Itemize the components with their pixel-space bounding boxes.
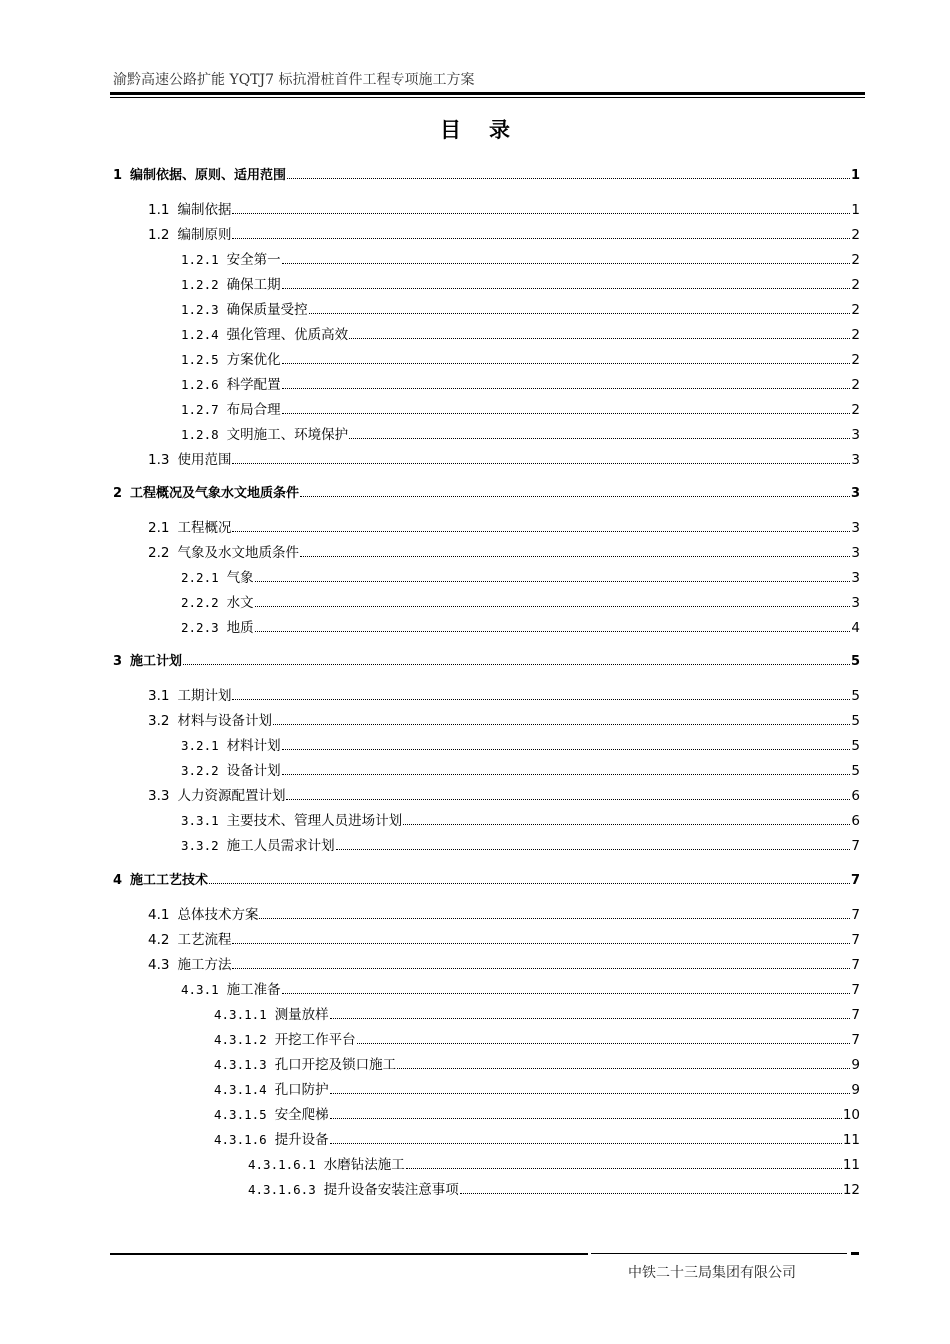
toc-entry-label (214, 1103, 329, 1123)
toc-entry-text: 孔口防护 (274, 1082, 329, 1098)
toc-entry-page: 9 (851, 1057, 860, 1073)
toc-leader-dots (255, 605, 851, 607)
toc-entry-label (181, 248, 281, 268)
toc-entry-text: 气象及水文地质条件 (177, 545, 299, 561)
toc-entry-text: 施工人员需求计划 (226, 838, 335, 854)
toc-entry-text: 编制依据 (177, 202, 232, 218)
toc-entry[interactable] (148, 686, 860, 704)
toc-entry-label (248, 1153, 405, 1173)
page-header: 渝黔高速公路扩能 YQTJ7 标抗滑桩首件工程专项施工方案 (113, 72, 475, 88)
toc-entry-text: 测量放样 (274, 1007, 329, 1023)
toc-entry-label (181, 298, 308, 318)
toc-leader-dots (349, 337, 850, 339)
toc-entry-page: 1 (850, 168, 860, 183)
toc-entry[interactable] (113, 483, 860, 501)
toc-leader-dots (460, 1192, 842, 1194)
toc-entry[interactable] (148, 905, 860, 923)
toc-entry-number: 1.2.4 (181, 327, 219, 342)
toc-leader-dots (282, 992, 851, 994)
toc-entry[interactable] (148, 711, 860, 729)
toc-entry[interactable] (181, 375, 860, 393)
toc-entry-number: 1.2.8 (181, 427, 219, 442)
toc-entry-page: 5 (851, 688, 860, 704)
toc-entry-label (113, 164, 286, 183)
toc-entry[interactable] (214, 1005, 860, 1023)
toc-entry-number: 2 (113, 486, 123, 501)
toc-entry-number: 3.2.1 (181, 738, 219, 753)
toc-entry-number: 3.3.1 (181, 813, 219, 828)
toc-entry-text: 方案优化 (226, 352, 281, 368)
toc-entry-label (113, 650, 182, 669)
toc-entry-text: 主要技术、管理人员进场计划 (226, 813, 403, 829)
toc-entry-number: 1 (113, 168, 123, 183)
toc-leader-dots (232, 942, 850, 944)
toc-entry-label (214, 1003, 329, 1023)
toc-leader-dots (287, 177, 850, 179)
toc-entry-number: 4.3.1.5 (214, 1107, 267, 1122)
toc-entry[interactable] (181, 736, 860, 754)
toc-entry[interactable] (181, 836, 860, 854)
toc-leader-dots (232, 237, 850, 239)
footer-rule-end (851, 1252, 859, 1255)
toc-entry[interactable] (181, 275, 860, 293)
toc-entry-text: 水文 (226, 595, 254, 611)
toc-entry-page: 5 (851, 713, 860, 729)
toc-entry-label (181, 323, 348, 343)
toc-entry-page: 3 (851, 452, 860, 468)
toc-entry-number: 4.3.1.3 (214, 1057, 267, 1072)
toc-entry[interactable] (214, 1105, 860, 1123)
toc-entry-text: 编制原则 (177, 227, 232, 243)
toc-entry-label (248, 1178, 459, 1198)
toc-entry-label (113, 869, 208, 888)
toc-entry-page: 10 (842, 1107, 860, 1123)
toc-entry[interactable] (113, 651, 860, 669)
toc-entry-page: 11 (842, 1157, 860, 1173)
toc-entry-text: 施工准备 (226, 982, 281, 998)
toc-leader-dots (232, 530, 850, 532)
toc-leader-dots (282, 748, 851, 750)
toc-entry-page: 3 (850, 486, 860, 501)
toc-entry[interactable] (214, 1080, 860, 1098)
toc-entry-page: 2 (851, 402, 860, 418)
toc-entry-number: 4.3.1.6.1 (248, 1157, 316, 1172)
toc-entry[interactable] (181, 980, 860, 998)
toc-leader-dots (330, 1092, 851, 1094)
toc-entry-text: 提升设备安装注意事项 (323, 1182, 459, 1198)
toc-entry[interactable] (181, 811, 860, 829)
toc-entry-label (181, 373, 281, 393)
toc-entry-number: 1.1 (148, 202, 170, 218)
toc-entry[interactable] (181, 400, 860, 418)
toc-entry-text: 材料与设备计划 (177, 713, 272, 729)
toc-leader-dots (232, 212, 850, 214)
toc-entry[interactable] (148, 955, 860, 973)
toc-entry-number: 2.2.2 (181, 595, 219, 610)
toc-entry-page: 3 (851, 427, 860, 443)
toc-entry-page: 2 (851, 277, 860, 293)
toc-entry-text: 工程概况及气象水文地质条件 (130, 486, 300, 501)
toc-entry-text: 确保质量受控 (226, 302, 308, 318)
toc-entry-number: 3.3 (148, 788, 170, 804)
toc-entry-page: 7 (851, 982, 860, 998)
toc-entry-label (181, 978, 281, 998)
toc-entry-page: 7 (850, 873, 860, 888)
toc-entry-text: 孔口开挖及锁口施工 (274, 1057, 397, 1073)
toc-entry-number: 4.3.1 (181, 982, 219, 997)
toc-entry-number: 4.3.1.6.3 (248, 1182, 316, 1197)
toc-leader-dots (282, 412, 851, 414)
toc-entry-page: 3 (851, 545, 860, 561)
toc-leader-dots (282, 262, 851, 264)
toc-entry[interactable] (148, 225, 860, 243)
toc-entry-number: 4.1 (148, 907, 170, 923)
toc-entry[interactable] (113, 870, 860, 888)
toc-leader-dots (403, 823, 850, 825)
toc-entry-page: 12 (842, 1182, 860, 1198)
toc-entry-label (181, 348, 281, 368)
toc-entry-number: 1.2.1 (181, 252, 219, 267)
toc-entry-page: 2 (851, 327, 860, 343)
toc-entry-label (148, 709, 272, 729)
toc-entry-page: 7 (851, 1007, 860, 1023)
toc-entry[interactable] (148, 786, 860, 804)
toc-entry-page: 3 (851, 570, 860, 586)
toc-entry-text: 气象 (226, 570, 254, 586)
toc-entry-text: 安全第一 (226, 252, 281, 268)
toc-leader-dots (397, 1067, 850, 1069)
toc-leader-dots (406, 1167, 842, 1169)
toc-leader-dots (330, 1017, 851, 1019)
toc-entry[interactable] (181, 568, 860, 586)
toc-entry-label (148, 953, 231, 973)
toc-entry-label (214, 1078, 329, 1098)
header-rule-thin (110, 97, 865, 98)
toc-entry[interactable] (181, 250, 860, 268)
toc-entry-number: 1.2 (148, 227, 170, 243)
toc-entry-number: 4.3.1.1 (214, 1007, 267, 1022)
toc-entry-text: 施工计划 (130, 654, 183, 669)
toc-entry-label (181, 759, 281, 779)
toc-entry-page: 7 (851, 957, 860, 973)
toc-entry[interactable] (113, 165, 860, 183)
toc-entry-label (181, 591, 254, 611)
toc-entry-page: 9 (851, 1082, 860, 1098)
toc-leader-dots (209, 882, 850, 884)
toc-entry[interactable] (181, 325, 860, 343)
toc-entry[interactable] (181, 593, 860, 611)
toc-entry-text: 水磨钻法施工 (323, 1157, 405, 1173)
toc-leader-dots (183, 663, 850, 665)
toc-entry-label (148, 928, 231, 948)
toc-entry-number: 4 (113, 873, 123, 888)
toc-entry-text: 工程概况 (177, 520, 232, 536)
toc-entry-text: 施工工艺技术 (130, 873, 209, 888)
toc-entry-page: 2 (851, 352, 860, 368)
toc-entry-text: 设备计划 (226, 763, 281, 779)
toc-entry[interactable] (148, 200, 860, 218)
toc-leader-dots (232, 967, 850, 969)
toc-entry-number: 1.2.3 (181, 302, 219, 317)
toc-entry-number: 3 (113, 654, 123, 669)
toc-leader-dots (330, 1117, 842, 1119)
toc-leader-dots (282, 773, 851, 775)
toc-entry-number: 3.3.2 (181, 838, 219, 853)
toc-entry-label (214, 1053, 396, 1073)
toc-entry-page: 1 (851, 202, 860, 218)
toc-entry-label (214, 1128, 329, 1148)
toc-entry-text: 开挖工作平台 (274, 1032, 356, 1048)
toc-entry-text: 人力资源配置计划 (177, 788, 286, 804)
toc-entry-page: 5 (850, 654, 860, 669)
toc-entry-text: 地质 (226, 620, 254, 636)
toc-entry-page: 7 (851, 932, 860, 948)
toc-entry-number: 2.1 (148, 520, 170, 536)
toc-entry-label (181, 616, 254, 636)
toc-entry-text: 施工方法 (177, 957, 232, 973)
toc-entry-text: 确保工期 (226, 277, 281, 293)
toc-entry-page: 6 (851, 788, 860, 804)
toc-entry-page: 7 (851, 1032, 860, 1048)
toc-entry-number: 2.2.3 (181, 620, 219, 635)
toc-entry-number: 3.1 (148, 688, 170, 704)
toc-entry-page: 3 (851, 520, 860, 536)
toc-entry-number: 4.3.1.2 (214, 1032, 267, 1047)
toc-entry[interactable] (148, 930, 860, 948)
header-rule-thick (110, 92, 865, 95)
toc-entry-label (181, 423, 348, 443)
footer-rule-thin (591, 1253, 847, 1254)
toc-leader-dots (232, 698, 850, 700)
toc-entry-label (148, 448, 231, 468)
toc-entry-page: 2 (851, 227, 860, 243)
toc-entry-number: 1.2.7 (181, 402, 219, 417)
toc-entry[interactable] (148, 543, 860, 561)
toc-entry-page: 6 (851, 813, 860, 829)
toc-leader-dots (330, 1142, 842, 1144)
toc-entry-label (148, 198, 231, 218)
toc-entry[interactable] (214, 1055, 860, 1073)
toc-entry-text: 使用范围 (177, 452, 232, 468)
toc-entry-label (148, 903, 258, 923)
toc-entry-text: 提升设备 (274, 1132, 329, 1148)
toc-entry-page: 7 (851, 838, 860, 854)
toc-entry-page: 7 (851, 907, 860, 923)
toc-entry-label (214, 1028, 356, 1048)
toc-leader-dots (357, 1042, 851, 1044)
toc-entry-label (181, 809, 402, 829)
footer-rule-thick (110, 1253, 588, 1255)
toc-entry[interactable] (214, 1030, 860, 1048)
toc-entry-label (148, 784, 285, 804)
toc-leader-dots (300, 495, 850, 497)
toc-entry[interactable] (148, 518, 860, 536)
toc-entry-label (148, 684, 231, 704)
toc-entry[interactable] (181, 618, 860, 636)
toc-entry-number: 4.3.1.4 (214, 1082, 267, 1097)
toc-entry-label (181, 734, 281, 754)
toc-leader-dots (273, 723, 850, 725)
toc-entry-page: 5 (851, 738, 860, 754)
toc-leader-dots (255, 630, 851, 632)
toc-entry-page: 5 (851, 763, 860, 779)
toc-entry-number: 2.2 (148, 545, 170, 561)
toc-entry-text: 材料计划 (226, 738, 281, 754)
toc-entry[interactable] (248, 1155, 860, 1173)
toc-entry-label (148, 541, 299, 561)
toc-entry[interactable] (181, 300, 860, 318)
toc-leader-dots (232, 462, 850, 464)
toc-entry[interactable] (148, 450, 860, 468)
toc-entry-number: 3.2 (148, 713, 170, 729)
toc-leader-dots (300, 555, 850, 557)
toc-entry[interactable] (248, 1180, 860, 1198)
toc-entry-page: 2 (851, 302, 860, 318)
toc-leader-dots (349, 437, 850, 439)
toc-leader-dots (282, 362, 851, 364)
toc-entry-label (181, 398, 281, 418)
toc-entry-text: 总体技术方案 (177, 907, 259, 923)
toc-entry-text: 文明施工、环境保护 (226, 427, 349, 443)
toc-entry-label (181, 566, 254, 586)
toc-entry-number: 2.2.1 (181, 570, 219, 585)
toc-leader-dots (259, 917, 850, 919)
page-title: 目录 (440, 118, 538, 142)
toc-entry[interactable] (181, 350, 860, 368)
toc-entry-page: 3 (851, 595, 860, 611)
toc-entry-text: 强化管理、优质高效 (226, 327, 349, 343)
toc-leader-dots (282, 387, 851, 389)
footer-company: 中铁二十三局集团有限公司 (628, 1265, 796, 1281)
toc-entry-label (181, 834, 335, 854)
toc-entry-number: 4.3 (148, 957, 170, 973)
toc-entry-page: 4 (851, 620, 860, 636)
toc-entry[interactable] (181, 425, 860, 443)
toc-entry-text: 编制依据、原则、适用范围 (130, 168, 287, 183)
toc-entry-text: 安全爬梯 (274, 1107, 329, 1123)
toc-entry-number: 1.3 (148, 452, 170, 468)
toc-entry-number: 1.2.6 (181, 377, 219, 392)
toc-entry-text: 工期计划 (177, 688, 232, 704)
toc-leader-dots (282, 287, 851, 289)
toc-entry-label (181, 273, 281, 293)
toc-entry-text: 科学配置 (226, 377, 281, 393)
toc-entry[interactable] (214, 1130, 860, 1148)
toc-entry-page: 2 (851, 377, 860, 393)
toc-entry[interactable] (181, 761, 860, 779)
toc-entry-number: 1.2.2 (181, 277, 219, 292)
toc-entry-number: 4.2 (148, 932, 170, 948)
toc-entry-label (113, 482, 299, 501)
toc-entry-text: 布局合理 (226, 402, 281, 418)
toc-entry-label (148, 516, 231, 536)
toc-entry-number: 1.2.5 (181, 352, 219, 367)
toc-leader-dots (336, 848, 851, 850)
toc-entry-text: 工艺流程 (177, 932, 232, 948)
toc-leader-dots (309, 312, 851, 314)
toc-entry-label (148, 223, 231, 243)
toc-entry-page: 11 (842, 1132, 860, 1148)
toc-entry-number: 4.3.1.6 (214, 1132, 267, 1147)
toc-entry-number: 3.2.2 (181, 763, 219, 778)
toc-entry-page: 2 (851, 252, 860, 268)
toc-leader-dots (286, 798, 850, 800)
toc-leader-dots (255, 580, 851, 582)
